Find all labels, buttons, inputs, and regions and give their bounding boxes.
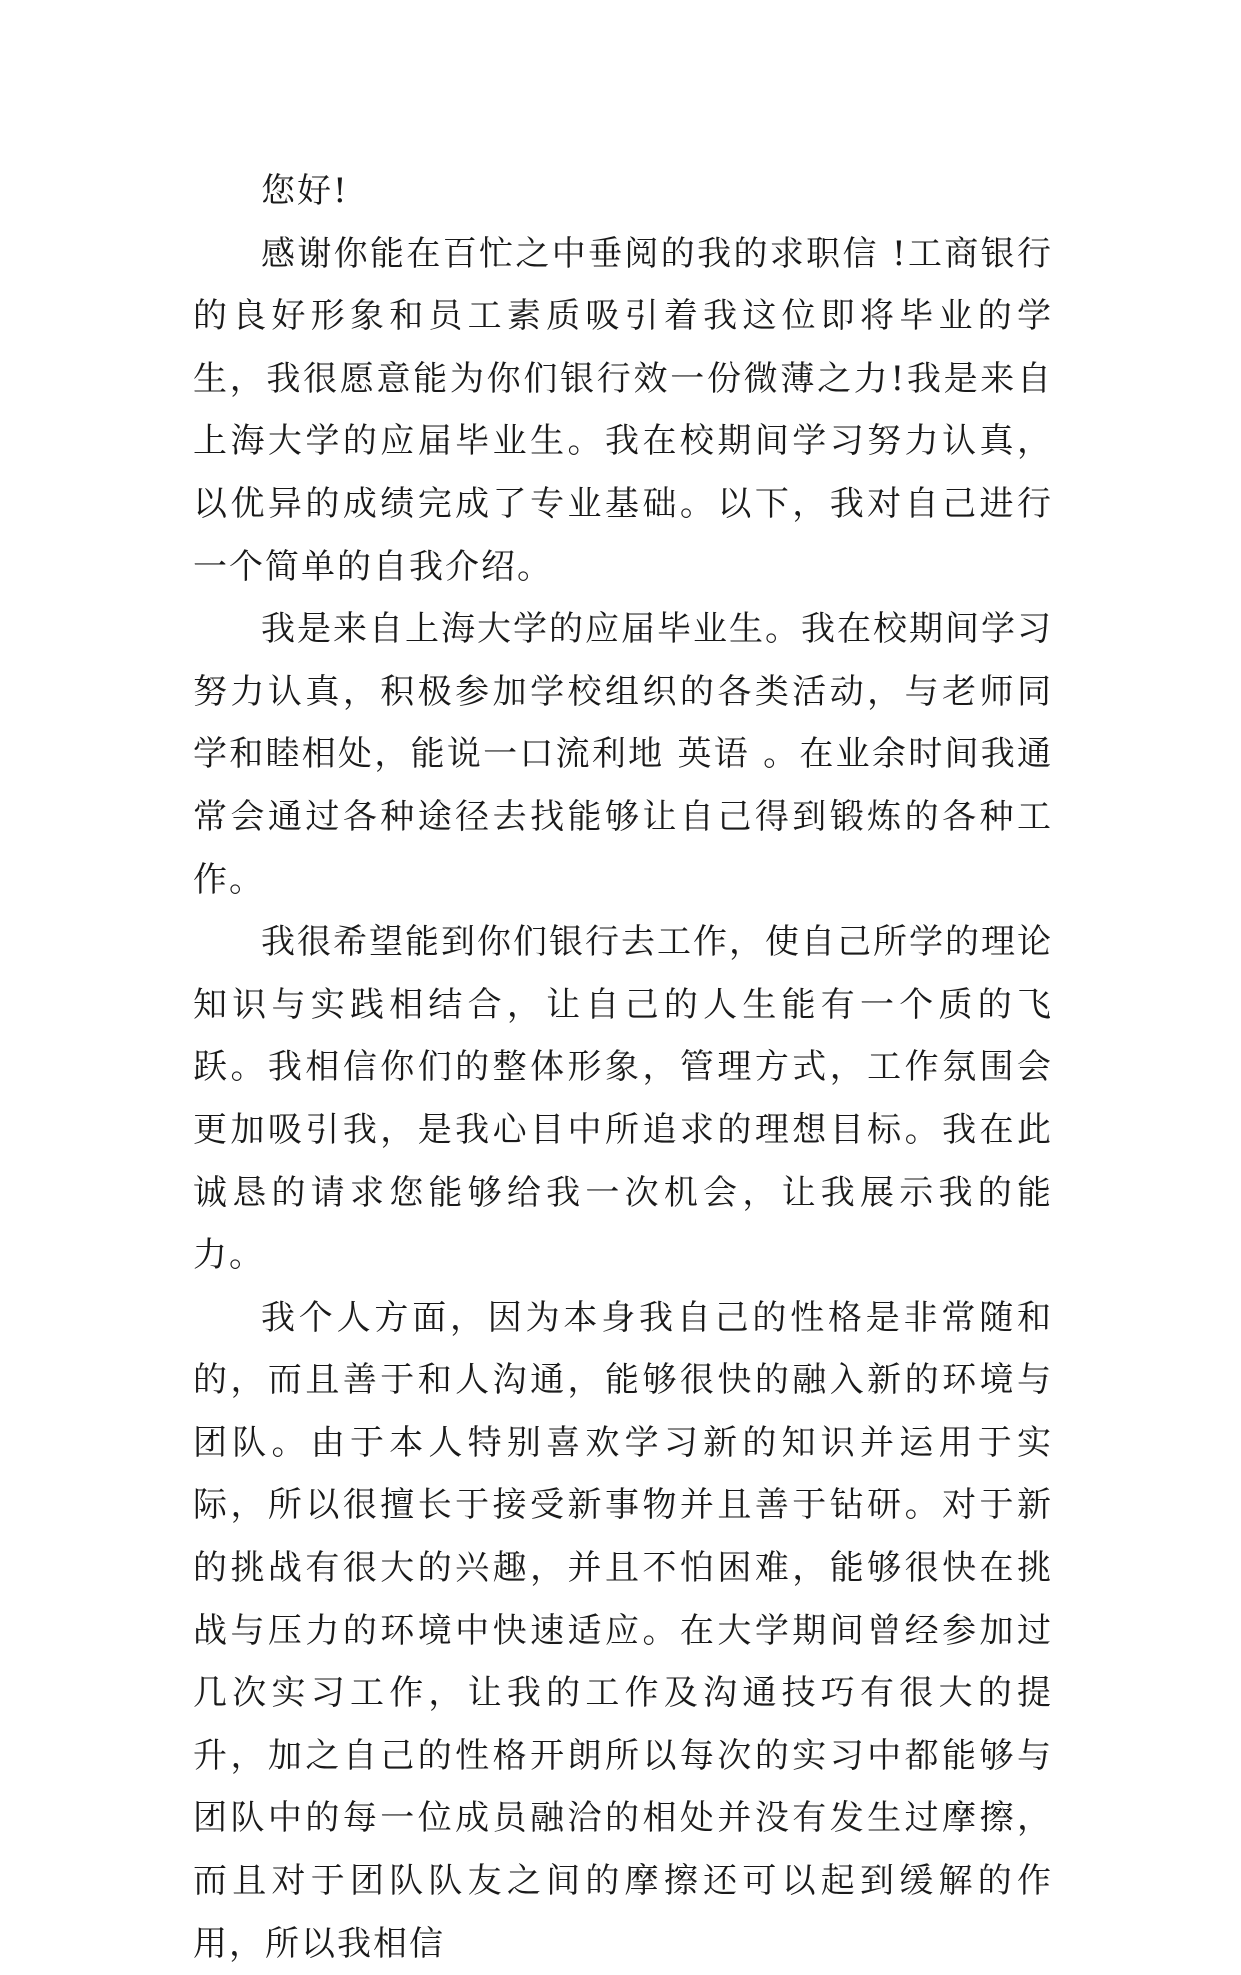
paragraph-personal: 我个人方面，因为本身我自己的性格是非常随和的，而且善于和人沟通，能够很快的融入新的环境与团队。由于本人特别喜欢学习新的知识并运用于实际，所以很擅长于接受新事物并且善于钻研。对于新的挑战有很大的兴趣，并且不怕困难，能够很快在挑战与压力的环境中快速适应。在大学期间曾经参加过几次实习工作，让我的工作及沟通技巧有很大的提升，加之自己的性格开朗所以每次的实习中都能够与团队中的每一位成员融洽的相处并没有发生过摩擦，而且对于团队队友之间的摩擦还可以起到缓解的作用，所以我相信	[193, 1297, 1053, 1964]
paragraph-aspiration: 我很希望能到你们银行去工作，使自己所学的理论知识与实践相结合，让自己的人生能有一个质的飞跃。我相信你们的整体形象，管理方式，工作氛围会更加吸引我，是我心目中所追求的理想目标。我在此诚恳的请求您能够给我一次机会，让我展示我的能力。	[193, 922, 1053, 1276]
greeting: 您好!	[261, 171, 349, 211]
letter-body	[193, 160, 1053, 1975]
paragraph-thanks: 感谢你能在百忙之中垂阅的我的求职信 !工商银行的良好形象和员工素质吸引着我这位即将毕业的学生，我很愿意能为你们银行效一份微薄之力!我是来自上海大学的应届毕业生。我在校期间学习努力认真，以优异的成绩完成了专业基础。以下，我对自己进行一个简单的自我介绍。	[193, 233, 1053, 587]
paragraph-background: 我是来自上海大学的应届毕业生。我在校期间学习努力认真，积极参加学校组织的各类活动，与老师同学和睦相处，能说一口流利地 英语 。在业余时间我通常会通过各种途径去找能够让自己得到锻炼的各种工作。	[193, 609, 1053, 900]
